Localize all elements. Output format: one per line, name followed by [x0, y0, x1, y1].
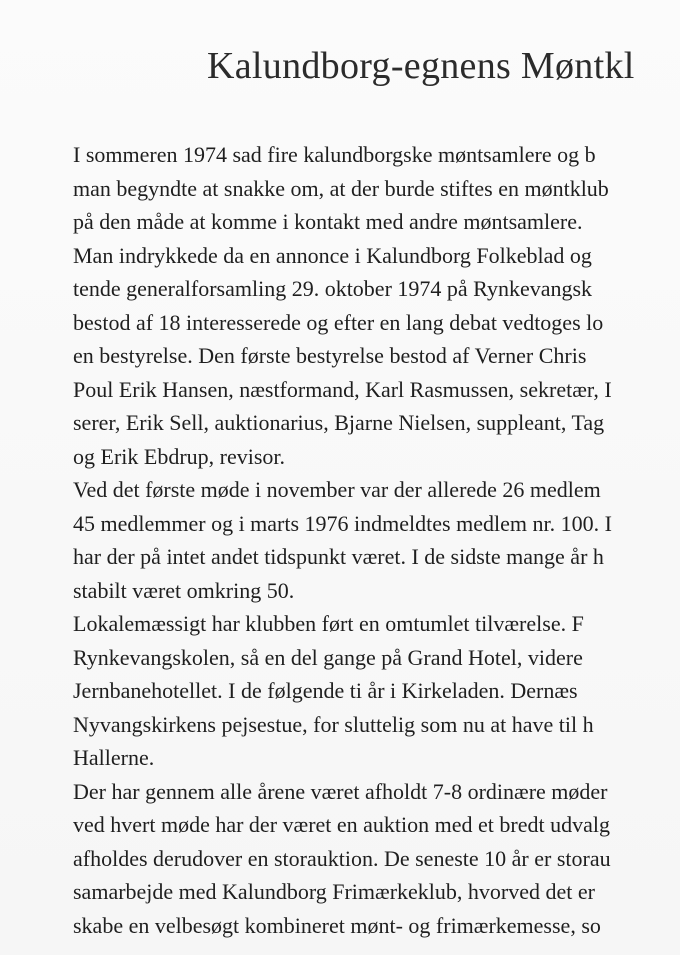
text-line: tende generalforsamling 29. oktober 1974 på Rynkevangsk [73, 276, 593, 301]
text-line: Der har gennem alle årene været afholdt 7-8 ordinære møder [73, 778, 608, 804]
text-line: Rynkevangskolen, så en del gange på Grand Hotel, videre [73, 644, 583, 670]
text-line: Nyvangskirkens pejsestue, for sluttelig som nu at have til h [73, 711, 594, 737]
text-line: 45 medlemmer og i marts 1976 indmeldtes medlem nr. 100. I [73, 510, 612, 536]
text-line: på den måde at komme i kontakt med andre møntsamlere. [73, 209, 583, 234]
text-line: Hallerne. [73, 745, 155, 770]
text-line: ved hvert møde har der været en auktion med et bredt udvalg [73, 812, 610, 837]
text-line: og Erik Ebdrup, revisor. [73, 443, 286, 469]
text-line: Lokalemæssigt har klubben ført en omtumlet tilværelse. F [73, 611, 584, 636]
text-line: en bestyrelse. Den første bestyrelse bestod af Verner Chris [73, 343, 587, 368]
text-line: Man indrykkede da en annonce i Kalundborg Folkeblad og [73, 242, 592, 268]
document-body [73, 138, 680, 942]
text-line: I sommeren 1974 sad fire kalundborgske møntsamlere og b [73, 142, 596, 167]
text-line: Poul Erik Hansen, næstformand, Karl Rasmussen, sekretær, I [73, 376, 612, 402]
text-line: har der på intet andet tidspunkt været. I de sidste mange år h [73, 544, 604, 569]
text-line: Jernbanehotellet. I de følgende ti år i Kirkeladen. Dernæs [73, 678, 578, 703]
text-line: Ved det første møde i november var der allerede 26 medlem [73, 477, 601, 502]
text-line: serer, Erik Sell, auktionarius, Bjarne Nielsen, suppleant, Tag [73, 410, 605, 435]
text-line: bestod af 18 interesserede og efter en lang debat vedtoges lo [73, 309, 604, 335]
text-line: stabilt været omkring 50. [73, 577, 295, 603]
text-line: skabe en velbesøgt kombineret mønt- og frimærkemesse, so [73, 912, 601, 938]
text-line: samarbejde med Kalundborg Frimærkeklub, hvorved det er [73, 879, 595, 904]
document-title: Kalundborg-egnens Møntkl [207, 45, 635, 87]
text-line: afholdes derudover en storauktion. De seneste 10 år er storau [73, 845, 611, 871]
text-line: man begyndte at snakke om, at der burde stiftes en møntklub [73, 175, 609, 201]
